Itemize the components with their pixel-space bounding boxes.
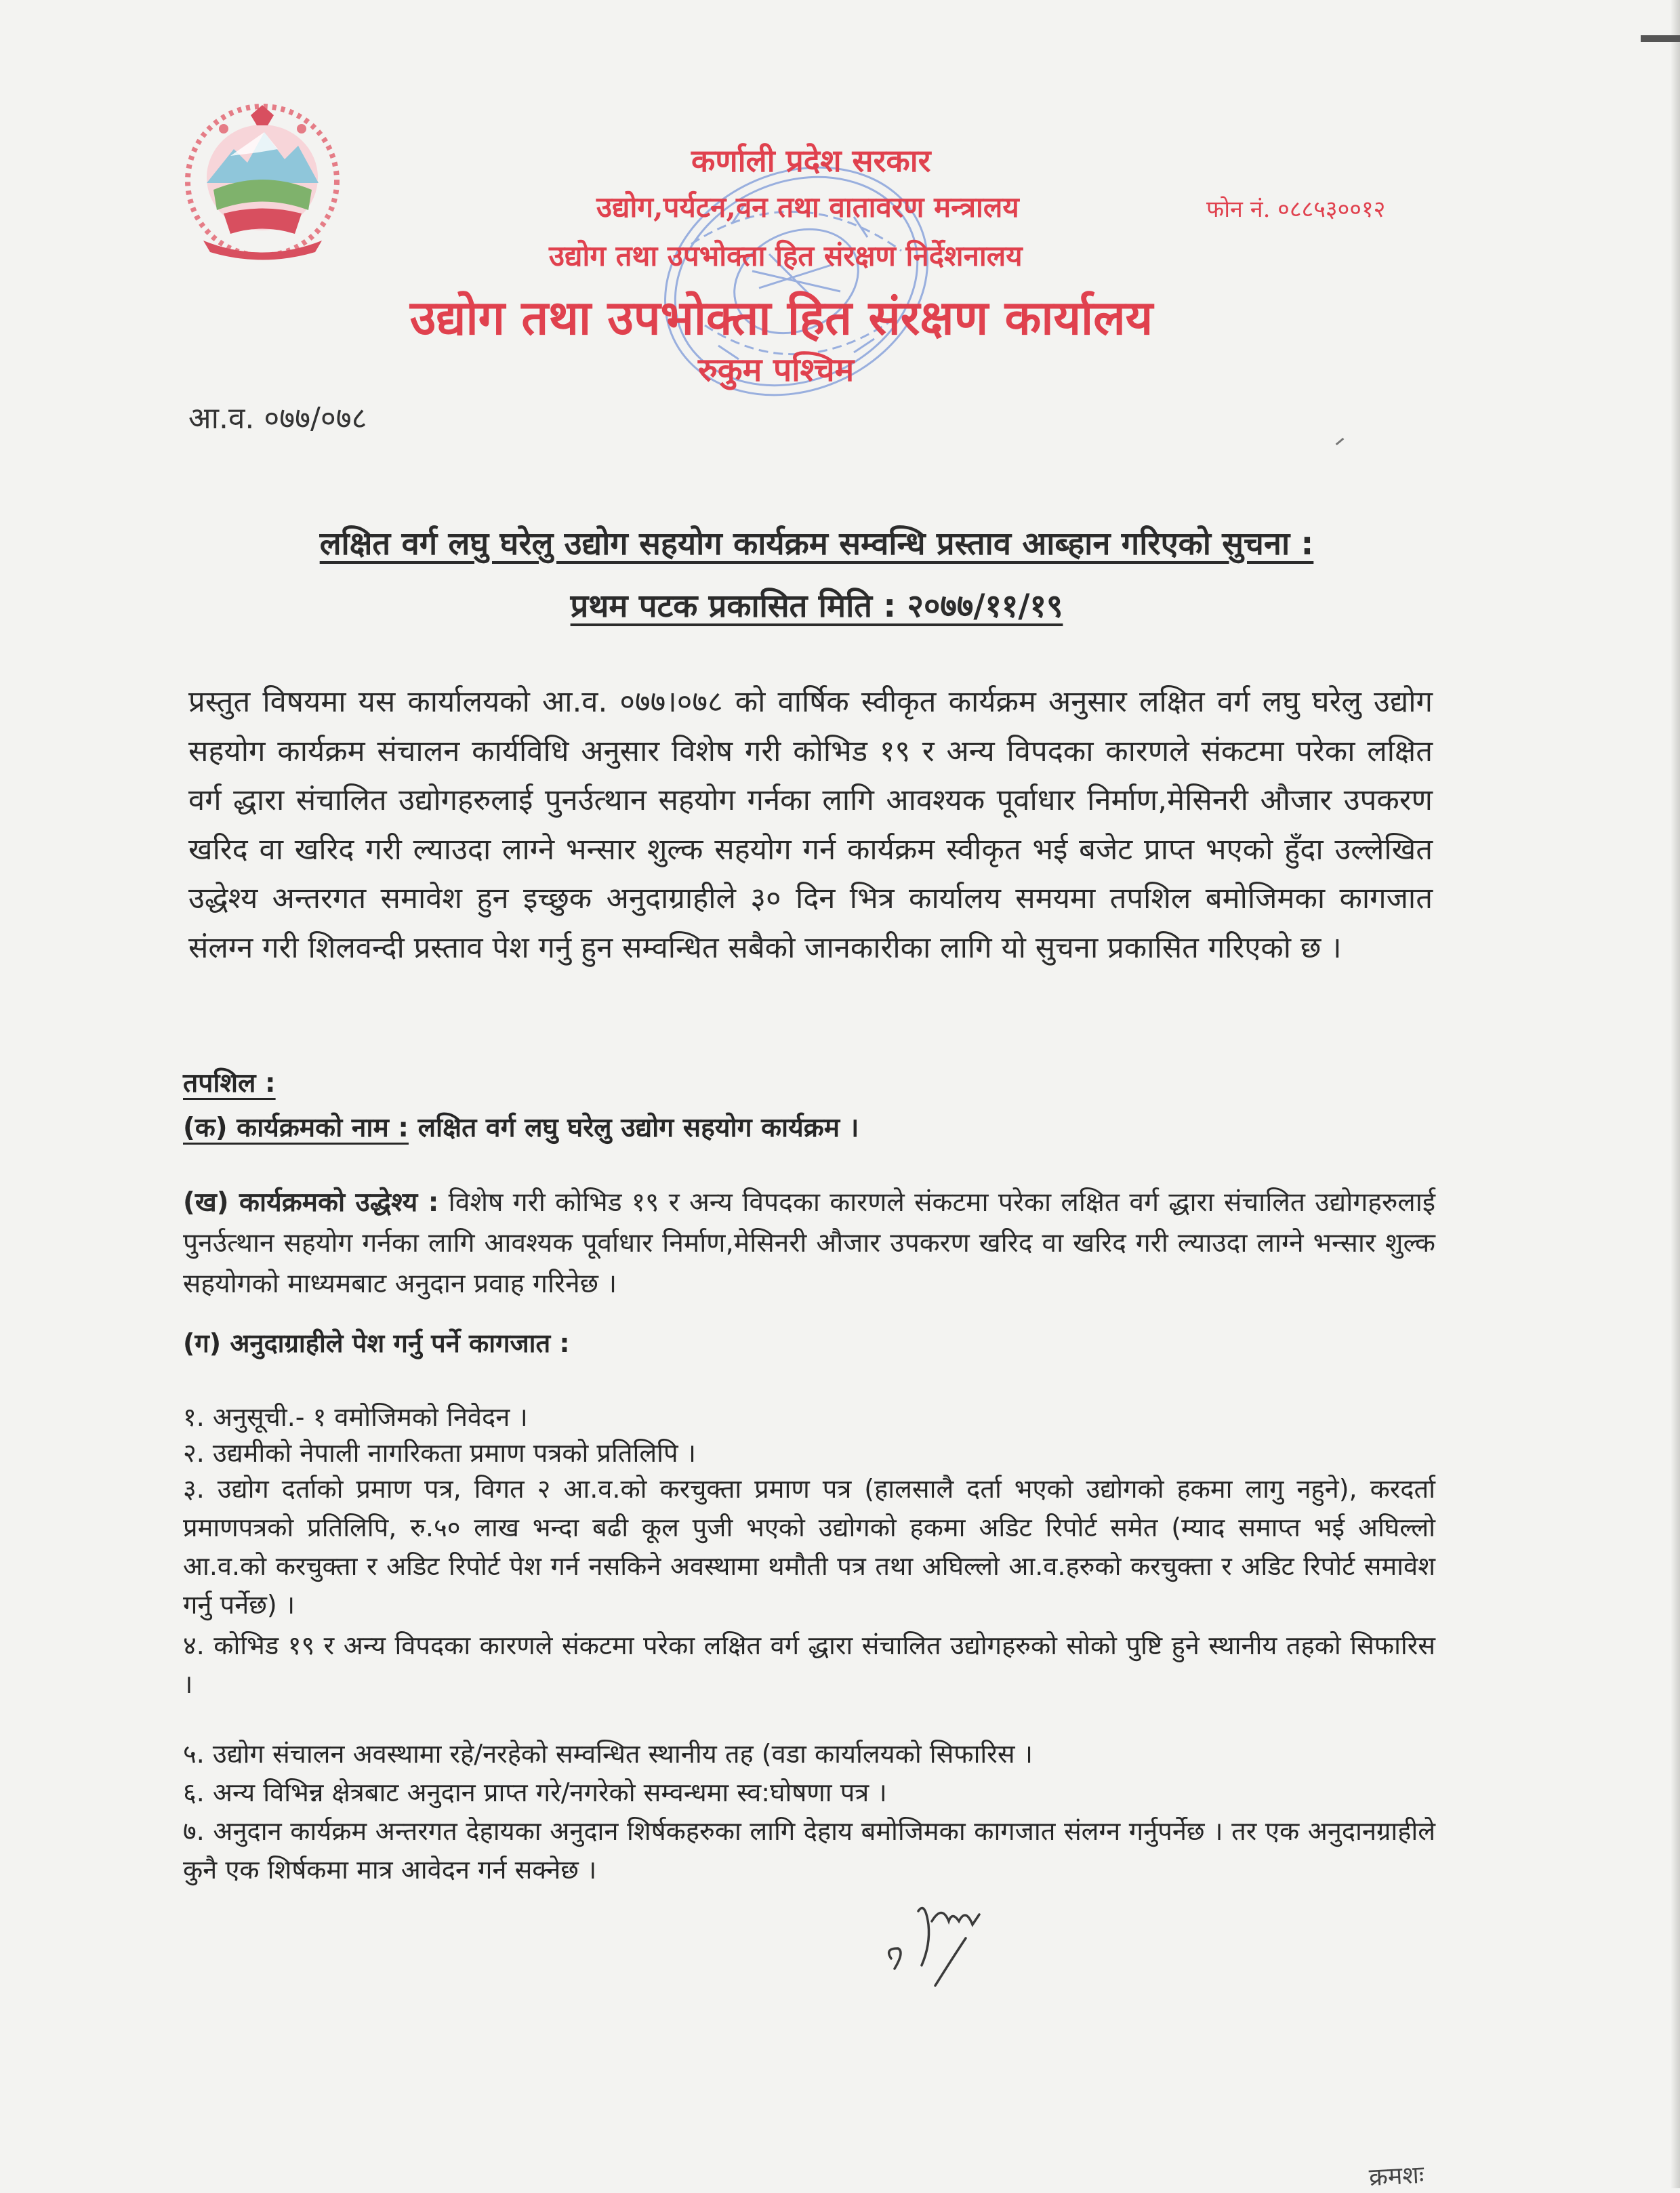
notice-title: लक्षित वर्ग लघु घरेलु उद्योग सहयोग कार्यक्रम सम्वन्धि प्रस्ताव आब्हान गरिएको सुचना : (319, 525, 1314, 562)
document-item-7: ७. अनुदान कार्यक्रम अन्तरगत देहायका अनुदान शिर्षकहरुका लागि देहाय बमोजिमका कागजात संलग्न गर्नुपर्नेछ । तर एक अनुदानग्राहीले कुनै एक शिर्षकमा मात्र आवेदन गर्न सक्नेछ । (183, 1816, 1435, 1885)
scan-edge (1671, 0, 1680, 2188)
scan-corner-mark (1641, 35, 1680, 42)
document-item-2: २. उद्यमीको नेपाली नागरिकता प्रमाण पत्रको प्रतिलिपि । (183, 1438, 697, 1468)
document-item-5: ५. उद्योग संचालन अवस्थामा रहे/नरहेको सम्वन्धित स्थानीय तह (वडा कार्यालयको सिफारिस । (183, 1739, 1033, 1769)
document-item-6: ६. अन्य विभिन्न क्षेत्रबाट अनुदान प्राप्त गरे/नगरेको सम्वन्धमा स्व:घोषणा पत्र । (183, 1778, 887, 1807)
notice-publish-date: प्रथम पटक प्रकासित मिति : २०७७/११/१९ (570, 588, 1063, 625)
fiscal-year: आ.व. ०७७/०७८ (188, 401, 367, 436)
program-objective-text: विशेष गरी कोभिड १९ र अन्य विपदका कारणले संकटमा परेका लक्षित वर्ग द्धारा संचालित उद्योगहरुलाई पुनर्उत्थान सहयोग गर्नका लागि आवश्यक पूर्वाधार निर्माण,मेसिनरी औजार उपकरण खरिद वा खरिद गरी ल्याउदा लाग्ने भन्सार शुल्क सहयोगको माध्यमबाट अनुदान प्रवाह गरिनेछ । (183, 1187, 1435, 1299)
header-office-location: रुकुम पश्चिम (698, 351, 855, 389)
header-directorate: उद्योग तथा उपभोक्ता हित संरक्षण निर्देशनालय (549, 239, 1023, 272)
program-objective-label: (ख) कार्यक्रमको उद्धेश्य : (183, 1187, 439, 1218)
nepal-coat-of-arms-icon (183, 102, 342, 261)
program-name-line (183, 1109, 859, 1145)
header-province-government: कर्णाली प्रदेश सरकार (691, 142, 931, 179)
document-item-4: ४. कोभिड १९ र अन्य विपदका कारणले संकटमा परेका लक्षित वर्ग द्धारा संचालित उद्योगहरुको सोको पुष्टि हुने स्थानीय तहको सिफारिस । (183, 1631, 1435, 1699)
scan-speck (1336, 438, 1345, 445)
header-office-name: उद्योग तथा उपभोक्ता हित संरक्षण कार्यालय (410, 289, 1153, 346)
program-objective-paragraph (183, 1183, 1435, 1305)
program-name-value: लक्षित वर्ग लघु घरेलु उद्योग सहयोग कार्यक्रम । (417, 1113, 859, 1143)
required-documents-heading: (ग) अनुदाग्राहीले पेश गर्नु पर्ने कागजात : (183, 1328, 570, 1358)
program-name-label: (क) कार्यक्रमको नाम : (183, 1113, 409, 1143)
page-continuation-mark: क्रमशः (1368, 2160, 1425, 2192)
document-item-3: ३. उद्योग दर्ताको प्रमाण पत्र, विगत २ आ.व.को करचुक्ता प्रमाण पत्र (हालसालै दर्ता भएको उद्योगको हकमा लागु नहुने), करदर्ता प्रमाणपत्रको प्रतिलिपि, रु.५० लाख भन्दा बढी कूल पुजी भएको उद्योगको हकमा अडिट रिपोर्ट समेत (म्याद समाप्त भई अघिल्लो आ.व.को करचुक्ता र अडिट रिपोर्ट पेश गर्न नसकिने अवस्थामा थमौती पत्र तथा अघिल्लो आ.व.हरुको करचुक्ता र अडिट रिपोर्ट समावेश गर्नु पर्नेछ) । (183, 1474, 1435, 1620)
tapsil-label: तपशिल : (183, 1068, 276, 1099)
header-ministry: उद्योग,पर्यटन,वन तथा वातावरण मन्त्रालय (596, 190, 1019, 224)
handwritten-signature-icon (871, 1884, 1013, 1992)
document-item-1: १. अनुसूची.- १ वमोजिमको निवेदन । (183, 1402, 528, 1432)
notice-intro-paragraph: प्रस्तुत विषयमा यस कार्यालयको आ.व. ०७७।०७८ को वार्षिक स्वीकृत कार्यक्रम अनुसार लक्षित वर्ग लघु घरेलु उद्योग सहयोग कार्यक्रम संचालन कार्यविधि अनुसार विशेष गरी कोभिड १९ र अन्य विपदका कारणले संकटमा परेका लक्षित वर्ग द्धारा संचालित उद्योगहरुलाई पुनर्उत्थान सहयोग गर्नका लागि आवश्यक पूर्वाधार निर्माण,मेसिनरी औजार उपकरण खरिद वा खरिद गरी ल्याउदा लाग्ने भन्सार शुल्क सहयोग गर्न कार्यक्रम स्वीकृत भई बजेट प्राप्त भएको हुँदा उल्लेखित उद्धेश्य अन्तरगत समावेश हुन इच्छुक अनुदाग्राहीले ३० दिन भित्र कार्यालय समयमा तपशिल बमोजिमका कागजात संलग्न गरी शिलवन्दी प्रस्ताव पेश गर्नु हुन सम्वन्धित सबैको जानकारीका लागि यो सुचना प्रकासित गरिएको छ । (188, 685, 1433, 965)
header-phone-number: फोन नं. ०८८५३००१२ (1206, 196, 1386, 223)
